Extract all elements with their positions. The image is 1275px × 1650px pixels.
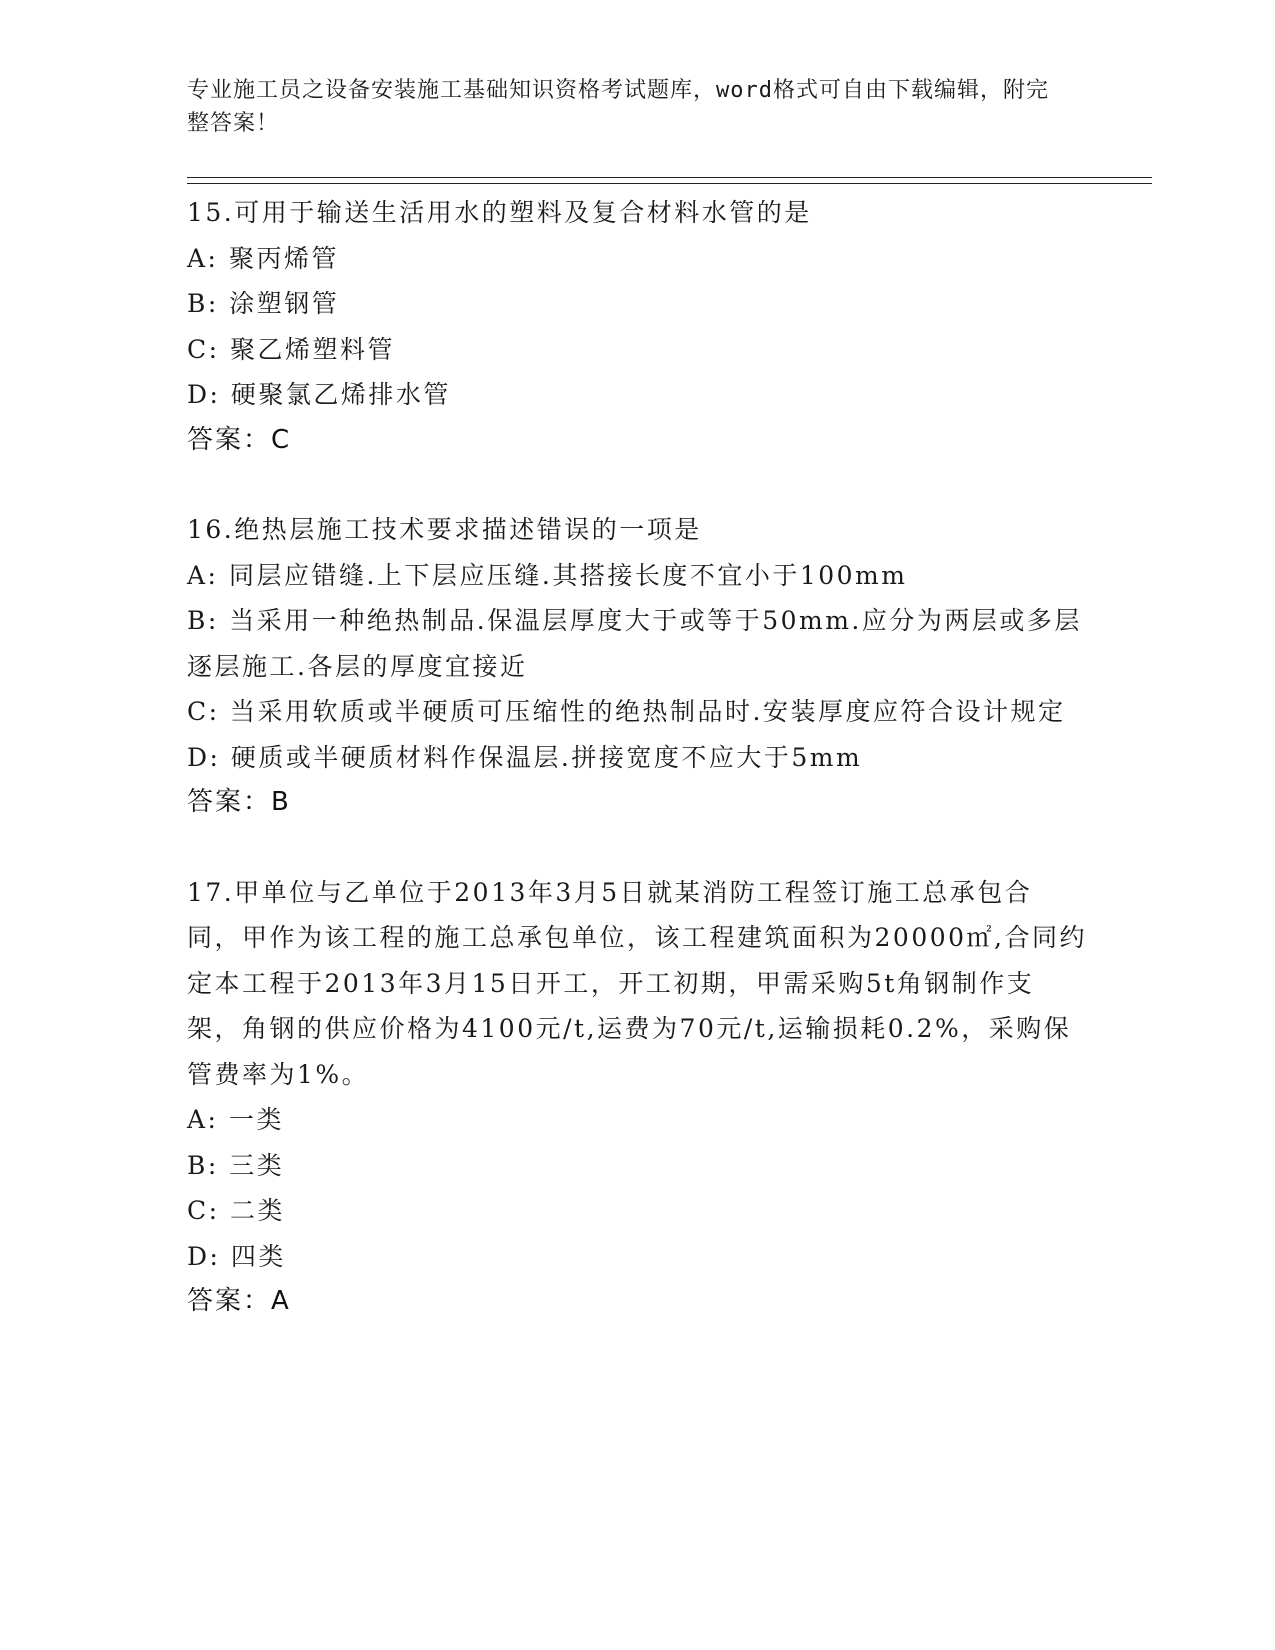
option-text: 涂塑钢管 [229, 289, 340, 318]
answer-label: 答案：A [187, 1286, 291, 1316]
question-stem: 17.甲单位与乙单位于2013年3月5日就某消防工程签订施工总承包合同，甲作为该工程的施工总承包单位，该工程建筑面积为20000㎡,合同约定本工程于2013年3月15日开工，开工初期，甲需采购5t角钢制作支架，角钢的供应价格为4100元/t,运费为70元/t,运输损耗0.2%，采购保管费率为1%。 [187, 877, 1087, 1089]
option-letter: A: [187, 1105, 229, 1134]
option-letter: D: [187, 380, 231, 409]
question-15 [187, 190, 1087, 463]
option-text: 二类 [230, 1196, 286, 1225]
option-letter: B: [187, 1150, 230, 1180]
question-list [187, 190, 1087, 1369]
option-letter: D: [187, 742, 231, 772]
option-a [187, 553, 1087, 599]
option-a [187, 1097, 1087, 1143]
option-b [187, 598, 1087, 689]
question-stem: 15.可用于输送生活用水的塑料及复合材料水管的是 [187, 198, 812, 227]
document-header: 专业施工员之设备安装施工基础知识资格考试题库，word格式可自由下载编辑，附完整答案！ [187, 78, 1049, 136]
option-d [187, 372, 1087, 418]
option-text: 当采用一种绝热制品.保温层厚度大于或等于50mm.应分为两层或多层逐层施工.各层的厚度宜接近 [187, 606, 1082, 681]
option-letter: C: [187, 697, 230, 726]
option-text: 聚丙烯管 [228, 243, 339, 273]
question-16 [187, 507, 1087, 826]
option-text: 硬聚氯乙烯排水管 [230, 380, 451, 409]
option-letter: B: [187, 606, 230, 635]
option-letter: C: [187, 334, 230, 364]
option-d [187, 1234, 1087, 1280]
question-17 [187, 870, 1087, 1325]
question-stem: 16.绝热层施工技术要求描述错误的一项是 [187, 515, 702, 544]
option-letter: A: [187, 243, 229, 273]
option-c [187, 689, 1087, 735]
option-text: 同层应错缝.上下层应压缝.其搭接长度不宜小于100mm [228, 560, 908, 590]
header-divider-bottom [187, 183, 1152, 184]
option-text: 四类 [230, 1241, 286, 1271]
option-text: 当采用软质或半硬质可压缩性的绝热制品时.安装厚度应符合设计规定 [230, 697, 1066, 726]
option-letter: B: [187, 289, 230, 318]
option-d [187, 735, 1087, 781]
answer-label: 答案：C [187, 424, 292, 455]
option-letter: D: [187, 1241, 231, 1271]
option-text: 三类 [229, 1150, 285, 1180]
option-text: 硬质或半硬质材料作保温层.拼接宽度不应大于5mm [230, 742, 863, 772]
option-b [187, 281, 1087, 327]
option-letter: A: [187, 560, 229, 590]
option-text: 一类 [228, 1105, 284, 1134]
header-divider-top [187, 177, 1152, 178]
answer-label: 答案：B [187, 787, 291, 817]
option-letter: C: [187, 1196, 230, 1225]
option-c [187, 1188, 1087, 1234]
option-c [187, 327, 1087, 373]
option-b [187, 1143, 1087, 1189]
option-text: 聚乙烯塑料管 [230, 334, 396, 364]
option-a [187, 236, 1087, 282]
